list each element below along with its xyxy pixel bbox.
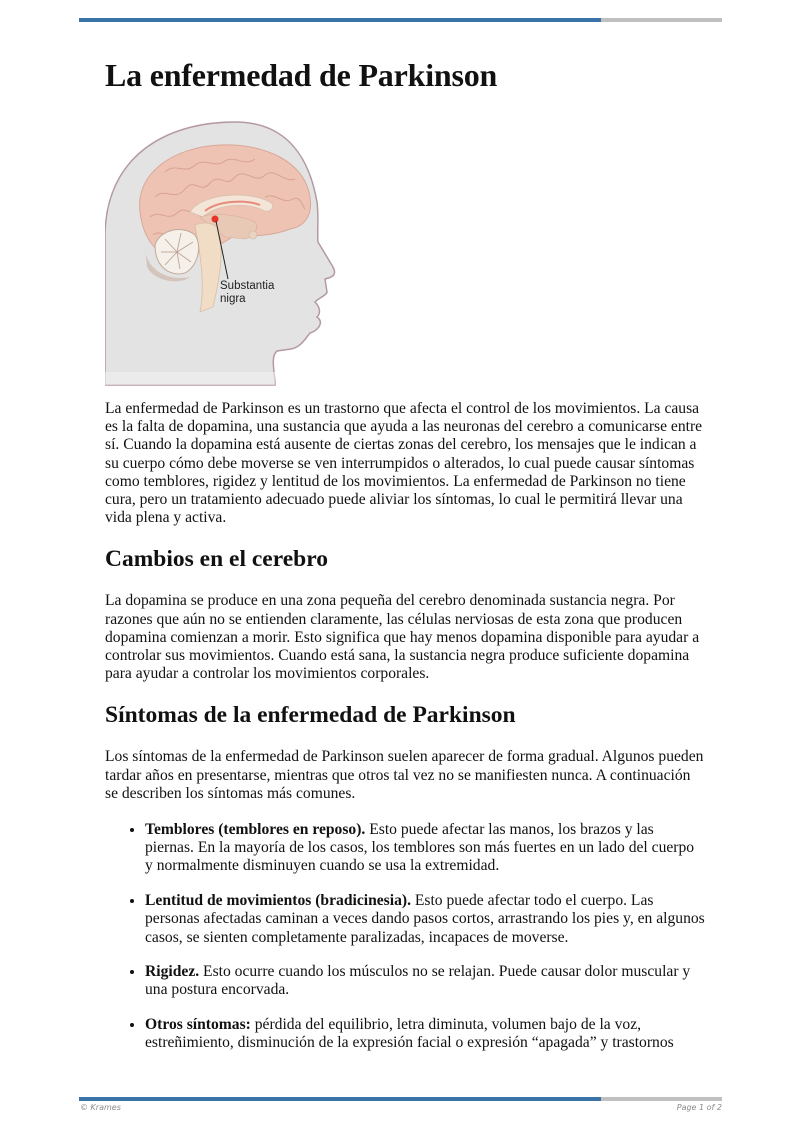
symptom-description: Esto ocurre cuando los músculos no se relajan. Puede causar dolor muscular y una postura encorvada. — [145, 963, 691, 999]
section-paragraph-symptoms: Los síntomas de la enfermedad de Parkinson suelen aparecer de forma gradual. Algunos pueden tardar años en presentarse, mientras que otros tal vez no se manifiesten nunca. A continuación se describen los síntomas más comunes. — [105, 748, 704, 802]
footer-rule — [79, 1097, 722, 1101]
document-body — [105, 50, 705, 1069]
header-rule — [79, 18, 722, 22]
footer-copyright: © Krames — [80, 1103, 121, 1112]
substantia-nigra-marker — [212, 216, 219, 223]
section-heading-symptoms: Síntomas de la enfermedad de Parkinson — [105, 702, 516, 729]
intro-paragraph: La enfermedad de Parkinson es un trastorno que afecta el control de los movimientos. La causa es la falta de dopamina, una sustancia que ayuda a las neuronas del cerebro a comunicarse entre sí. Cuando la dopamina está ausente de ciertas zonas del cerebro, los mensajes que le indican a su cuerpo cómo debe moverse se ven interrumpidos o alterados, lo cual puede causar síntomas como temblores, rigidez y lentitud de los movimientos. La enfermedad de Parkinson no tiene cura, pero un tratamiento adecuado puede aliviar los síntomas, lo cual le permitirá llevar una vida plena y activa. — [105, 400, 703, 527]
symptom-term: Lentitud de movimientos (bradicinesia). — [145, 892, 411, 910]
symptom-list — [105, 821, 705, 1053]
symptom-item-bradykinesia — [145, 892, 705, 947]
symptom-item-tremors — [145, 821, 705, 876]
symptom-term: Otros síntomas: — [145, 1016, 251, 1034]
figure-label-line2: nigra — [220, 293, 246, 305]
symptom-description: Esto puede afectar las manos, los brazos y las piernas. En la mayoría de los casos, los temblores son más fuertes en un lado del cuerpo y normalmente disminuyen cuando se usa la extremidad. — [145, 821, 695, 875]
head-brain-drawing — [105, 117, 355, 387]
symptom-item-other — [145, 1016, 705, 1052]
brain-illustration — [105, 117, 355, 387]
section-heading-brain-changes: Cambios en el cerebro — [105, 546, 328, 573]
page-title: La enfermedad de Parkinson — [105, 57, 498, 93]
symptom-term: Temblores (temblores en reposo). — [145, 821, 366, 839]
header-rule-accent — [79, 18, 601, 22]
section-paragraph-brain-changes: La dopamina se produce en una zona pequeña del cerebro denominada sustancia negra. Por razones que aún no se entienden claramente, las células nerviosas de esta zona que producen dopamina comienzan a morir. Esto significa que hay menos dopamina disponible para ayudar a controlar sus movimientos. Cuando está sana, la sustancia negra produce suficiente dopamina para ayudar a controlar los movimientos corporales. — [105, 592, 700, 683]
symptom-description: Esto puede afectar todo el cuerpo. Las personas afectadas caminan a veces dando pasos cortos, arrastrando los pies y, en algunos casos, se sienten completamente paralizadas, incapaces de moverse. — [145, 892, 705, 946]
symptom-term: Rigidez. — [145, 963, 200, 981]
footer-page-number: Page 1 of 2 — [676, 1103, 722, 1112]
figure-label — [220, 280, 300, 306]
symptom-item-rigidity — [145, 963, 705, 999]
footer-rule-accent — [79, 1097, 601, 1101]
symptom-description: pérdida del equilibrio, letra diminuta, volumen bajo de la voz, estreñimiento, disminución de la expresión facial o expresión “apagada” y trastornos — [145, 1016, 674, 1052]
figure-label-line1: Substantia — [220, 280, 275, 292]
